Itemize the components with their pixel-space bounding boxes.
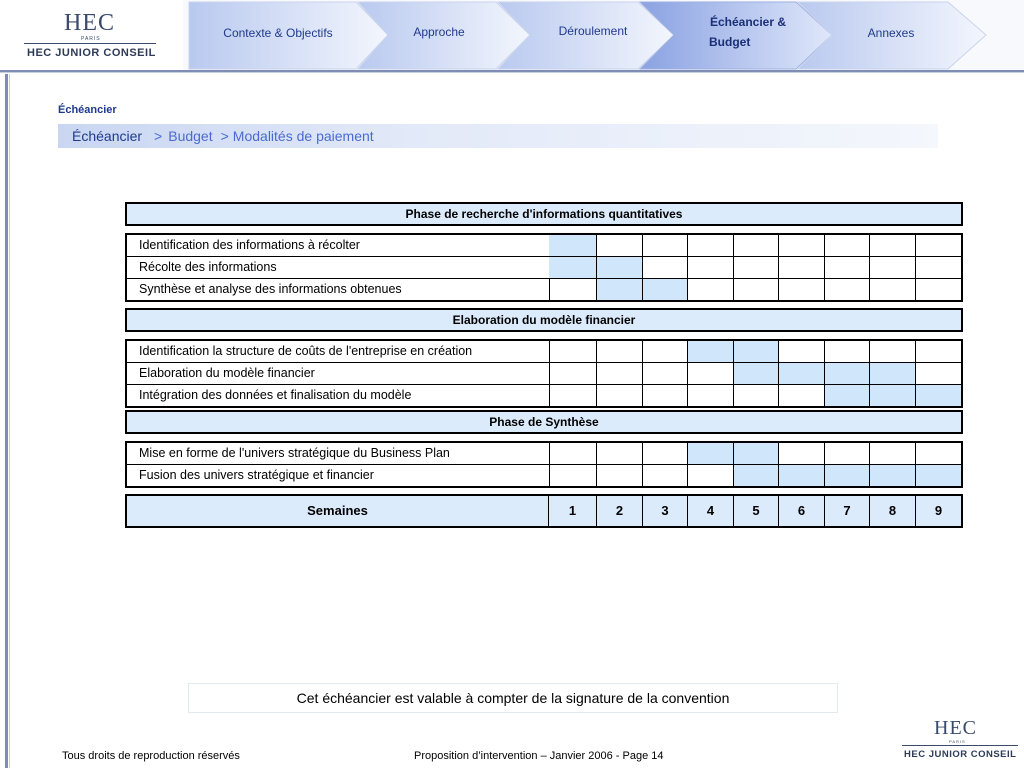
left-rule: [5, 74, 8, 768]
week-cell: [779, 443, 825, 464]
hec-logo-sub: PARIS: [81, 36, 101, 42]
week-cell: [688, 363, 734, 384]
weeks-row: [125, 494, 963, 528]
table-row: [127, 341, 961, 363]
week-cell: [870, 443, 916, 464]
table-row: [127, 235, 961, 257]
tab-echeancier-budget-line2: Budget: [709, 35, 751, 49]
phase-header: Elaboration du modèle financier: [125, 308, 963, 332]
breadcrumb-link-modalites[interactable]: Modalités de paiement: [232, 128, 374, 144]
week-cell: [870, 465, 916, 486]
week-cell: [825, 279, 870, 300]
footer-logo-name: HEC JUNIOR CONSEIL: [904, 749, 1017, 760]
footer-logo-divider: [902, 745, 1018, 746]
week-cell: [779, 341, 825, 362]
week-cell: [643, 385, 688, 406]
footer-page-info: Proposition d’intervention – Janvier 2006 - Page 14: [414, 750, 664, 762]
week-cell: [825, 443, 870, 464]
week-cell: [916, 341, 961, 362]
footer-hec-logo: [896, 713, 1024, 768]
week-cell: [597, 465, 643, 486]
week-cell: [597, 341, 643, 362]
week-cell: [870, 279, 916, 300]
week-cell: [549, 235, 597, 256]
task-block: [125, 441, 963, 488]
hec-logo-mark: HEC: [64, 10, 115, 36]
week-number: 4: [688, 496, 734, 526]
breadcrumb-bar: [58, 124, 938, 148]
week-cell: [779, 363, 825, 384]
task-label: Identification des informations à récolter: [127, 235, 550, 256]
week-cell: [870, 341, 916, 362]
tab-echeancier-budget[interactable]: [683, 12, 813, 52]
week-number: 9: [934, 503, 943, 518]
week-cell: [643, 279, 688, 300]
nav-bar: [183, 0, 1024, 71]
week-cell: [643, 235, 688, 256]
week-cell: [825, 363, 870, 384]
tab-deroulement[interactable]: Déroulement: [558, 24, 628, 38]
week-cell: [597, 279, 643, 300]
week-cell: [549, 363, 597, 384]
week-cell: [643, 363, 688, 384]
week-cell: [734, 465, 779, 486]
week-cell: [870, 235, 916, 256]
table-row: [127, 465, 961, 486]
week-number: 7: [825, 496, 870, 526]
week-cell: [597, 257, 643, 278]
task-label: Fusion des univers stratégique et financier: [127, 465, 550, 486]
week-cell: [916, 385, 961, 406]
week-cell: [549, 341, 597, 362]
tab-annexes[interactable]: Annexes: [867, 26, 915, 40]
week-cell: [825, 235, 870, 256]
breadcrumb-separator: >: [220, 128, 229, 144]
week-cell: [916, 235, 961, 256]
task-label: Synthèse et analyse des informations obtenues: [127, 279, 550, 300]
week-cell: [825, 341, 870, 362]
week-cell: [549, 279, 597, 300]
week-number: 6: [779, 496, 825, 526]
table-row: [127, 363, 961, 385]
task-label: Intégration des données et finalisation du modèle: [127, 385, 550, 406]
week-cell: [688, 385, 734, 406]
week-number: 8: [870, 496, 916, 526]
breadcrumb-separator: >: [154, 128, 163, 144]
week-cell: [779, 257, 825, 278]
week-cell: [688, 257, 734, 278]
week-cell: [916, 443, 961, 464]
week-cell: [825, 257, 870, 278]
tab-contexte-objectifs[interactable]: Contexte & Objectifs: [223, 26, 333, 40]
week-cell: [734, 257, 779, 278]
tab-approche[interactable]: Approche: [413, 25, 465, 39]
task-label: Identification la structure de coûts de l'entreprise en création: [127, 341, 550, 362]
week-cell: [734, 363, 779, 384]
week-cell: [916, 279, 961, 300]
validity-note: Cet échéancier est valable à compter de la signature de la convention: [188, 683, 838, 713]
week-cell: [549, 443, 597, 464]
breadcrumb: [72, 128, 374, 144]
week-cell: [549, 385, 597, 406]
table-row: [127, 279, 961, 300]
week-cell: [870, 257, 916, 278]
week-cell: [688, 465, 734, 486]
week-cell: [549, 465, 597, 486]
week-cell: [825, 465, 870, 486]
week-cell: [688, 279, 734, 300]
phase-header: Phase de Synthèse: [125, 410, 963, 434]
task-block: [125, 233, 963, 302]
week-cell: [779, 465, 825, 486]
week-cell: [779, 279, 825, 300]
week-cell: [734, 235, 779, 256]
week-number: 1: [549, 496, 597, 526]
task-block: [125, 339, 963, 408]
week-cell: [916, 465, 961, 486]
footer-copyright: Tous droits de reproduction réservés: [62, 750, 240, 762]
week-cell: [597, 443, 643, 464]
hec-logo-name: HEC JUNIOR CONSEIL: [27, 47, 156, 59]
header-rule-light: [0, 72, 1024, 73]
week-number: 3: [643, 496, 688, 526]
week-cell: [643, 257, 688, 278]
footer-logo-mark: HEC: [934, 717, 977, 739]
breadcrumb-link-budget[interactable]: Budget: [168, 128, 213, 144]
week-cell: [734, 341, 779, 362]
breadcrumb-current: Échéancier: [72, 128, 143, 144]
tab-echeancier-budget-line1: Échéancier &: [709, 15, 787, 29]
week-cell: [688, 235, 734, 256]
week-cell: [643, 341, 688, 362]
week-cell: [779, 235, 825, 256]
week-cell: [870, 385, 916, 406]
week-cell: [597, 385, 643, 406]
table-row: [127, 257, 961, 279]
task-label: Récolte des informations: [127, 257, 550, 278]
week-cell: [597, 363, 643, 384]
task-label: Mise en forme de l'univers stratégique du Business Plan: [127, 443, 550, 464]
page-title: Échéancier: [58, 104, 117, 116]
hec-logo: [0, 0, 183, 70]
week-cell: [549, 257, 597, 278]
week-cell: [779, 385, 825, 406]
weeks-label: Semaines: [127, 496, 549, 526]
table-row: [127, 385, 961, 406]
week-cell: [870, 363, 916, 384]
week-number: 5: [734, 496, 779, 526]
phase-header: Phase de recherche d'informations quantitatives: [125, 202, 963, 226]
week-cell: [734, 279, 779, 300]
footer-logo-sub: PARIS: [949, 739, 966, 744]
week-cell: [734, 385, 779, 406]
logo-divider: [24, 43, 156, 44]
left-rule-light: [9, 74, 10, 768]
week-number: 2: [597, 496, 643, 526]
task-label: Elaboration du modèle financier: [127, 363, 550, 384]
table-row: [127, 443, 961, 465]
week-cell: [734, 443, 779, 464]
week-cell: [688, 341, 734, 362]
week-cell: [643, 465, 688, 486]
header: [0, 0, 1024, 74]
week-cell: [597, 235, 643, 256]
week-cell: [825, 385, 870, 406]
week-cell: [916, 363, 961, 384]
week-cell: [916, 257, 961, 278]
week-cell: [643, 443, 688, 464]
week-cell: [688, 443, 734, 464]
